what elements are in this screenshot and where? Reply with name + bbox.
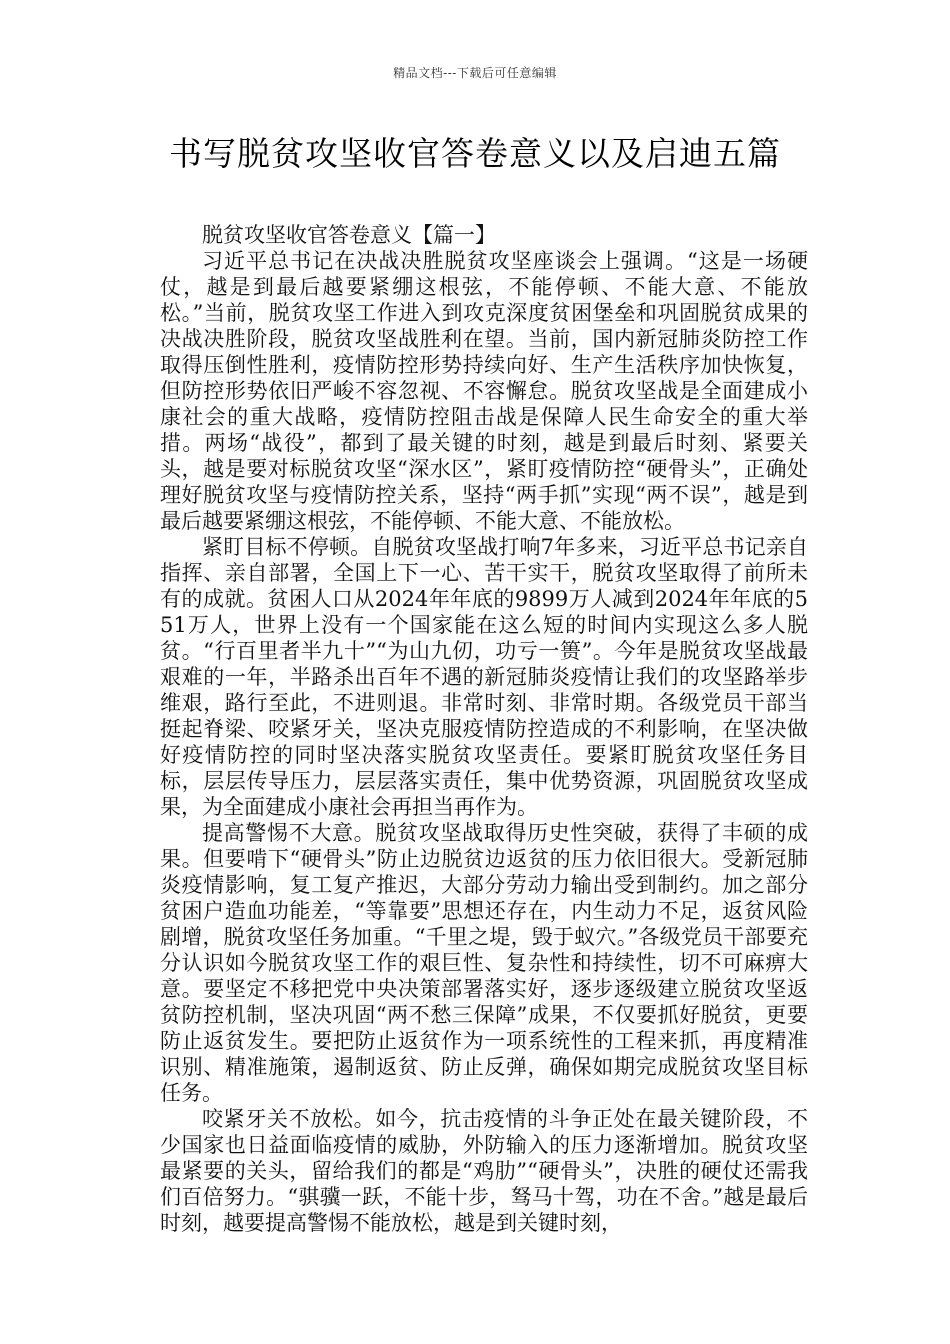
document-body (160, 222, 808, 1236)
page-header: 精品文档---下载后可任意编辑 (393, 66, 557, 80)
paragraph-4: 咬紧牙关不放松。如今，抗击疫情的斗争正处在最关键阶段，不少国家也日益面临疫情的威胁，外防输入的压力逐渐增加。脱贫攻坚最紧要的关头，留给我们的都是“鸡肋”“硬骨头”，决胜的硬仗还需我们百倍努力。“骐骥一跃，不能十步，驽马十驾，功在不舍。”越是最后时刻，越要提高警惕不能放松，越是到关键时刻， (160, 1107, 808, 1235)
paragraph-3: 提高警惕不大意。脱贫攻坚战取得历史性突破，获得了丰硕的成果。但要啃下“硬骨头”防止边脱贫边返贫的压力依旧很大。受新冠肺炎疫情影响，复工复产推迟，大部分劳动力输出受到制约。加之部分贫困户造血功能差，“等靠要”思想还存在，内生动力不足，返贫风险剧增，脱贫攻坚任务加重。“千里之堤，毁于蚁穴。”各级党员干部要充分认识如今脱贫攻坚工作的艰巨性、复杂性和持续性，切不可麻痹大意。要坚定不移把党中央决策部署落实好，逐步逐级建立脱贫攻坚返贫防控机制，坚决巩固“两不愁三保障”成果，不仅要抓好脱贫，更要防止返贫发生。要把防止返贫作为一项系统性的工程来抓，再度精准识别、精准施策，遏制返贫、防止反弹，确保如期完成脱贫攻坚目标任务。 (160, 821, 808, 1105)
document-title: 书写脱贫攻坚收官答卷意义以及启迪五篇 (169, 134, 781, 173)
section-heading: 脱贫攻坚收官答卷意义【篇一】 (202, 223, 496, 247)
paragraph-1: 习近平总书记在决战决胜脱贫攻坚座谈会上强调。“这是一场硬仗，越是到最后越要紧绷这根弦，不能停顿、不能大意、不能放松。”当前，脱贫攻坚工作进入到攻克深度贫困堡垒和巩固脱贫成果的决战决胜阶段，脱贫攻坚战胜利在望。当前，国内新冠肺炎防控工作取得压倒性胜利，疫情防控形势持续向好、生产生活秩序加快恢复，但防控形势依旧严峻不容忽视、不容懈怠。脱贫攻坚战是全面建成小康社会的重大战略，疫情防控阻击战是保障人民生命安全的重大举措。两场“战役”，都到了最关键的时刻，越是到最后时刻、紧要关头，越是要对标脱贫攻坚“深水区”，紧盯疫情防控“硬骨头”，正确处理好脱贫攻坚与疫情防控关系，坚持“两手抓”实现“两不误”，越是到最后越要紧绷这根弦，不能停顿、不能大意、不能放松。 (160, 249, 808, 533)
paragraph-2: 紧盯目标不停顿。自脱贫攻坚战打响7年多来，习近平总书记亲自指挥、亲自部署，全国上下一心、苦干实干，脱贫攻坚取得了前所未有的成就。贫困人口从2024年年底的9899万人减到2024年年底的551万人，世界上没有一个国家能在这么短的时间内实现这么多人脱贫。“行百里者半九十”“为山九仞，功亏一篑”。今年是脱贫攻坚战最艰难的一年，半路杀出百年不遇的新冠肺炎疫情让我们的攻坚路举步维艰，路行至此，不进则退。非常时刻、非常时期。各级党员干部当挺起脊梁、咬紧牙关，坚决克服疫情防控造成的不利影响，在坚决做好疫情防控的同时坚决落实脱贫攻坚责任。要紧盯脱贫攻坚任务目标，层层传导压力，层层落实责任，集中优势资源，巩固脱贫攻坚成果，为全面建成小康社会再担当再作为。 (160, 535, 808, 819)
